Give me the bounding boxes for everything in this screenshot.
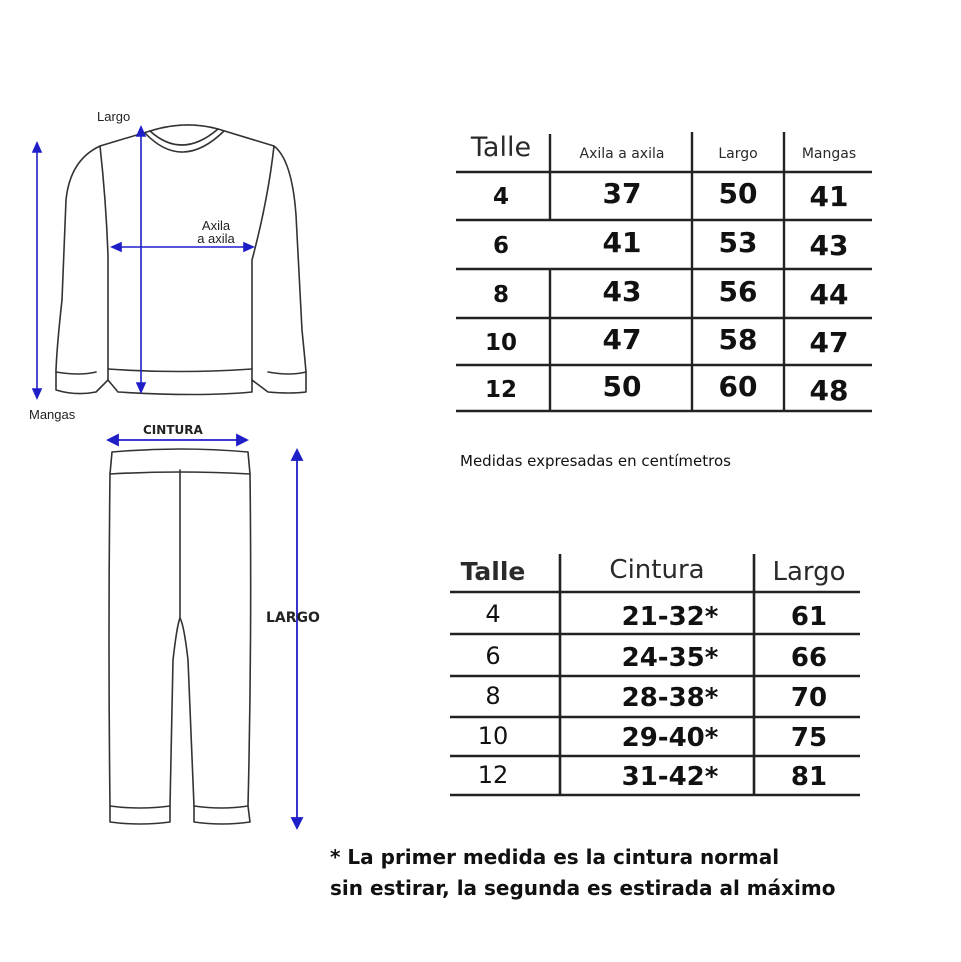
row-talle: 4 xyxy=(492,184,509,210)
row-axila: 47 xyxy=(602,323,642,356)
units-note: Medidas expresadas en centímetros xyxy=(460,452,731,470)
row-largo: 61 xyxy=(790,602,828,632)
row-mangas: 44 xyxy=(809,278,849,311)
row-cintura: 24-35* xyxy=(621,643,719,673)
sweater-largo-label: Largo xyxy=(97,109,131,124)
row-talle: 6 xyxy=(485,642,501,670)
pants-size-table xyxy=(448,552,863,802)
row-mangas: 41 xyxy=(809,180,849,213)
sweater-axila-line2: a axila xyxy=(197,231,235,246)
row-talle: 6 xyxy=(492,233,509,259)
sweater-axila-line1: Axila xyxy=(201,218,231,233)
row-largo: 53 xyxy=(718,226,758,259)
row-cintura: 28-38* xyxy=(621,683,719,713)
header-axila: Axila a axila xyxy=(579,146,665,162)
row-axila: 50 xyxy=(602,370,642,403)
header-talle: Talle xyxy=(470,132,532,163)
header-talle: Talle xyxy=(460,557,526,586)
header-largo: Largo xyxy=(772,557,846,587)
footnote xyxy=(330,842,835,904)
row-mangas: 43 xyxy=(809,229,849,262)
row-talle: 4 xyxy=(485,600,501,628)
row-largo: 60 xyxy=(718,370,758,403)
row-largo: 75 xyxy=(790,723,828,753)
row-largo: 56 xyxy=(718,275,758,308)
row-cintura: 29-40* xyxy=(621,723,719,753)
sweater-size-table xyxy=(452,128,877,418)
footnote-line1: * La primer medida es la cintura normal xyxy=(330,845,780,869)
sweater-mangas-label: Mangas xyxy=(29,407,76,422)
row-largo: 81 xyxy=(790,762,828,792)
row-cintura: 31-42* xyxy=(621,762,719,792)
header-mangas: Mangas xyxy=(801,146,857,162)
row-largo: 50 xyxy=(718,177,758,210)
row-axila: 43 xyxy=(602,275,642,308)
header-largo: Largo xyxy=(718,146,758,162)
row-cintura: 21-32* xyxy=(621,602,719,632)
row-talle: 12 xyxy=(484,377,517,403)
pants-cintura-label: CINTURA xyxy=(143,423,203,437)
row-talle: 8 xyxy=(485,682,501,710)
row-mangas: 48 xyxy=(809,374,849,407)
row-largo: 66 xyxy=(790,643,828,673)
row-talle: 10 xyxy=(477,722,509,750)
row-axila: 41 xyxy=(602,226,642,259)
row-talle: 10 xyxy=(484,330,517,356)
header-cintura: Cintura xyxy=(609,555,705,585)
pants-largo-label: LARGO xyxy=(266,610,320,626)
row-largo: 58 xyxy=(718,323,758,356)
row-talle: 8 xyxy=(492,282,509,308)
row-axila: 37 xyxy=(602,177,642,210)
row-mangas: 47 xyxy=(809,326,849,359)
row-talle: 12 xyxy=(477,761,509,789)
row-largo: 70 xyxy=(790,683,828,713)
footnote-line2: sin estirar, la segunda es estirada al máximo xyxy=(330,876,836,900)
